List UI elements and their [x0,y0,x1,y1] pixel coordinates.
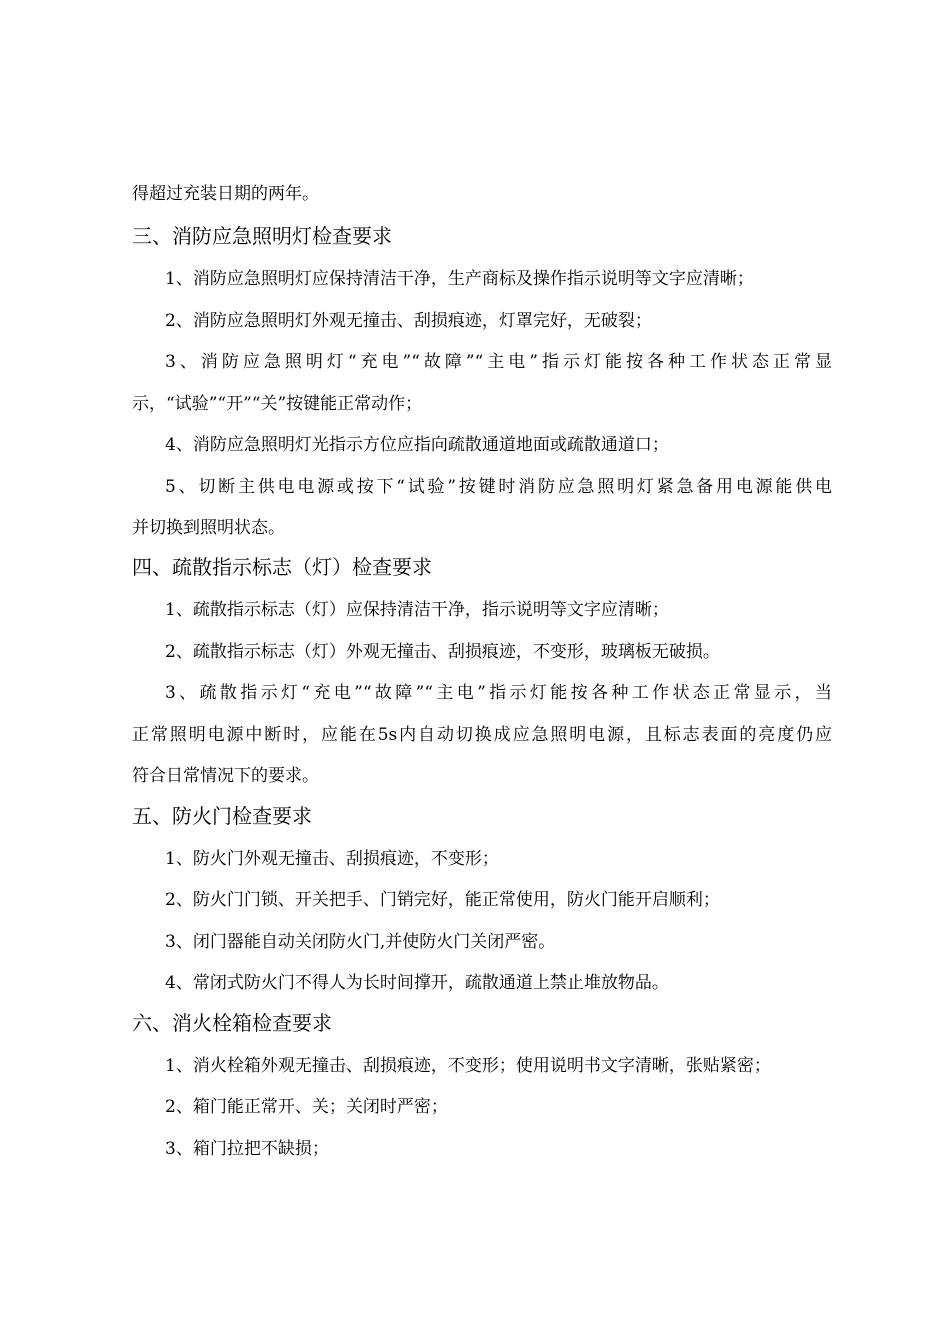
paragraph-4-1: 1、疏散指示标志（灯）应保持清洁干净，指示说明等文字应清晰； [165,600,669,620]
paragraph-6-2: 2、箱门能正常开、关；关闭时严密； [165,1097,448,1117]
paragraph-3-3-line1: 3、消防应急照明灯“充电”“故障”“主电”指示灯能按各种工作状态正常显 [165,352,832,372]
paragraph-4-3-line3: 符合日常情况下的要求。 [132,766,319,786]
section-heading-3: 三、消防应急照明灯检查要求 [132,224,392,248]
section-heading-5: 五、防火门检查要求 [132,804,312,828]
paragraph-5-2: 2、防火门门锁、开关把手、门销完好，能正常使用，防火门能开启顺利； [165,890,720,910]
paragraph-3-1: 1、消防应急照明灯应保持清洁干净，生产商标及操作指示说明等文字应清晰； [165,269,754,289]
paragraph-4-2: 2、疏散指示标志（灯）外观无撞击、刮损痕迹，不变形，玻璃板无破损。 [165,642,720,662]
paragraph-5-3: 3、闭门器能自动关闭防火门,并使防火门关闭严密。 [165,932,556,952]
paragraph-3-4: 4、消防应急照明灯光指示方位应指向疏散通道地面或疏散通道口； [165,435,669,455]
paragraph-3-2: 2、消防应急照明灯外观无撞击、刮损痕迹，灯罩完好，无破裂； [165,311,652,331]
paragraph-6-3: 3、箱门拉把不缺损； [165,1139,329,1159]
paragraph-3-5-line1: 5、切断主供电电源或按下“试验”按键时消防应急照明灯紧急备用电源能供电 [165,477,832,497]
section-heading-6: 六、消火栓箱检查要求 [132,1011,332,1035]
paragraph-6-1: 1、消火栓箱外观无撞击、刮损痕迹，不变形；使用说明书文字清晰，张贴紧密； [165,1056,771,1076]
paragraph-3-3-line2: 示，“试验”“开”“关”按键能正常动作； [132,394,423,414]
paragraph-4-3-line2: 正常照明电源中断时，应能在5s内自动切换成应急照明电源，且标志表面的亮度仍应 [132,725,832,745]
continuation-line: 得超过充装日期的两年。 [132,184,319,204]
section-heading-4: 四、疏散指示标志（灯）检查要求 [132,555,432,579]
paragraph-5-4: 4、常闭式防火门不得人为长时间撑开，疏散通道上禁止堆放物品。 [165,973,669,993]
paragraph-5-1: 1、防火门外观无撞击、刮损痕迹，不变形； [165,849,499,869]
paragraph-3-5-line2: 并切换到照明状态。 [132,518,285,538]
paragraph-4-3-line1: 3、疏散指示灯“充电”“故障”“主电”指示灯能按各种工作状态正常显示，当 [165,683,832,703]
